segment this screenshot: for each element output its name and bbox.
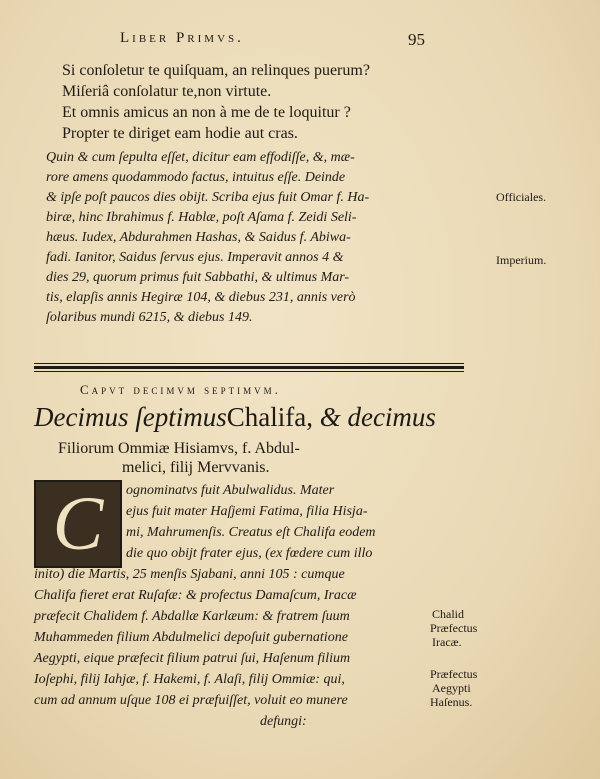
- verse-line: Miſeriâ conſolatur te,non virtute.: [62, 83, 272, 100]
- text-line: ognominatvs fuit Abulwalidus. Mater: [126, 483, 335, 498]
- text-line: fadi. Ianitor, Saidus ſervus ejus. Imperavit annos 4 &: [46, 250, 344, 265]
- text-line: ejus fuit mater Haſjemi Fatima, filia Hisja-: [126, 504, 368, 519]
- text-line: Muhammeden filium Abdulmelici depoſuit gubernatione: [34, 630, 348, 645]
- verse-line: Et omnis amicus an non à me de te loquitur ?: [62, 104, 351, 121]
- text-line: inito) die Martis, 25 menſis Sjabani, anni 105 : cumque: [34, 567, 345, 582]
- text-line: & ipſe poſt paucos dies obijt. Scriba ejus fuit Omar f. Ha-: [46, 190, 370, 205]
- margin-note-officiales: Officiales.: [496, 190, 547, 204]
- decorated-initial: C: [34, 480, 122, 568]
- title-roman-part: Chalifa,: [226, 402, 320, 432]
- text-line: dies 29, quorum primus fuit Sabbathi, & ultimus Mar-: [46, 270, 350, 285]
- text-line: ſolaribus mundi 6215, & diebus 149.: [46, 310, 253, 325]
- margin-note-hasenus: Haſenus.: [430, 695, 473, 709]
- text-line: Aegypti, eique præfecit filium patrui ſui, Haſenum filium: [34, 651, 351, 666]
- margin-note-praefectus: Præfectus: [430, 667, 478, 681]
- chapter-subtitle: melici, filij Mervvanis.: [122, 459, 270, 476]
- text-line: cum ad annum uſque 108 ei præfuiſſet, voluit eo munere: [34, 693, 348, 708]
- text-line: biræ, hinc Ibrahimus f. Hablæ, poſt Aſama f. Zeidi Seli-: [46, 210, 357, 225]
- title-italic-part: & decimus: [319, 402, 436, 432]
- text-line: defungi:: [260, 714, 307, 729]
- margin-note-imperium: Imperium.: [496, 253, 547, 267]
- chapter-subtitle: Filiorum Ommiæ Hisiamvs, f. Abdul-: [58, 440, 300, 457]
- margin-note-praefectus: Præfectus: [430, 621, 478, 635]
- text-line: hæus. Iudex, Abdurahmen Hashas, & Saidus f. Abiwa-: [46, 230, 351, 245]
- verse-line: Propter te diriget eam hodie aut cras.: [62, 125, 298, 142]
- title-italic-part: Decimus ſeptimus: [34, 402, 227, 432]
- text-line: die quo obijt frater ejus, (ex fœdere cum illo: [126, 546, 373, 561]
- text-line: Ioſephi, filij Iahjæ, f. Hakemi, f. Alaſi, filij Ommiæ: qui,: [34, 672, 345, 687]
- text-line: Quin & cum ſepulta eſſet, dicitur eam effodiſſe, &, mæ-: [46, 150, 355, 165]
- text-line: mi, Mahrumenſis. Creatus eſt Chalifa eodem: [126, 525, 376, 540]
- chapter-heading: Capvt decimvm septimvm.: [80, 382, 281, 397]
- margin-note-chalid: Chalid: [432, 607, 464, 621]
- text-line: præfecit Chalidem f. Abdallæ Karlæum: & fratrem ſuum: [34, 609, 350, 624]
- running-header: Liber Primvs.: [120, 30, 244, 46]
- verse-line: Si conſoletur te quiſquam, an relinques puerum?: [62, 62, 370, 79]
- text-line: Chalifa fieret erat Ruſafæ: & profectus Damaſcum, Iracæ: [34, 588, 357, 603]
- chapter-divider-rule: [34, 366, 464, 369]
- margin-note-iracae: Iracæ.: [432, 635, 462, 649]
- text-line: tis, elapſis annis Hegiræ 104, & diebus 231, annis verò: [46, 290, 356, 305]
- chapter-title: [34, 402, 436, 433]
- margin-note-aegypti: Aegypti: [432, 681, 471, 695]
- page-number: 95: [408, 30, 425, 49]
- text-line: rore amens quodammodo factus, intuitus eſſe. Deinde: [46, 170, 346, 185]
